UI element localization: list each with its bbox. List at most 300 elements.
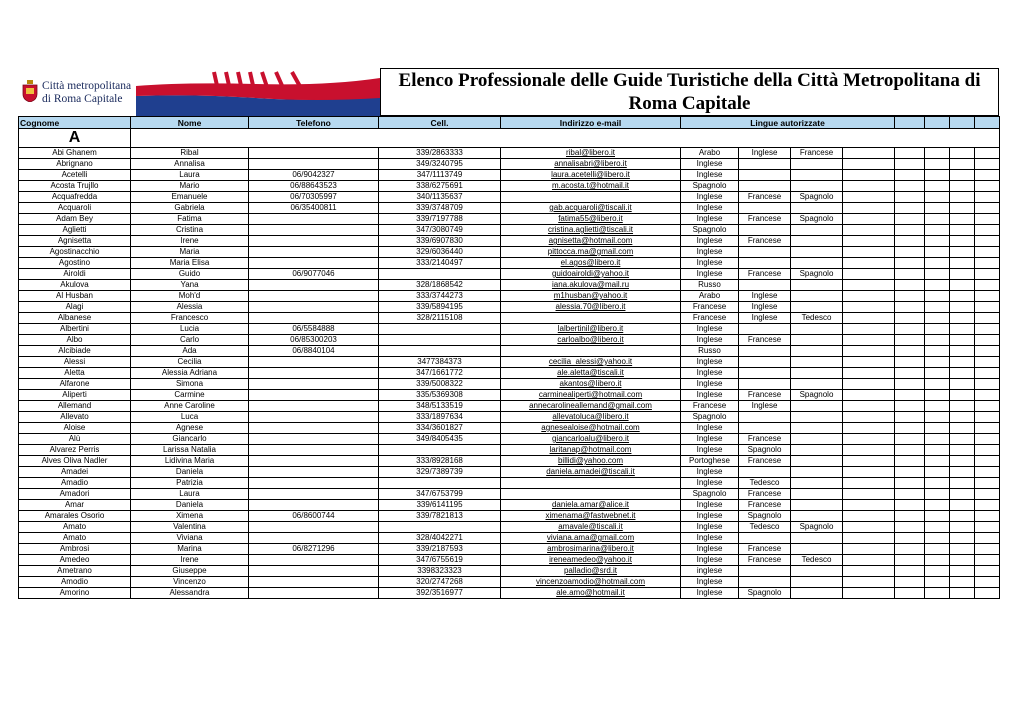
email-link[interactable]: annecarolineallemand@gmail.com xyxy=(501,401,681,412)
lingua-cell xyxy=(895,302,925,313)
lingua-cell xyxy=(895,379,925,390)
lingua-cell xyxy=(791,467,843,478)
email-link[interactable]: m.acosta.t@hotmail.it xyxy=(501,181,681,192)
cell-cell xyxy=(379,522,501,533)
lingua-cell xyxy=(739,566,791,577)
nome-cell: Alessia Adriana xyxy=(131,368,249,379)
lingua-cell xyxy=(791,588,843,599)
nome-cell: Vincenzo xyxy=(131,577,249,588)
lingua-cell xyxy=(925,423,950,434)
telefono-cell xyxy=(249,214,379,225)
lingua-cell: Tedesco xyxy=(739,522,791,533)
nome-cell: Francesco xyxy=(131,313,249,324)
cognome-cell: Acosta Trujllo xyxy=(19,181,131,192)
email-link[interactable]: lalbertinil@libero.it xyxy=(501,324,681,335)
lingua-cell xyxy=(975,566,1000,577)
lingua-cell xyxy=(739,159,791,170)
email-link xyxy=(501,346,681,357)
cell-cell: 338/6275691 xyxy=(379,181,501,192)
table-row xyxy=(19,445,1000,456)
table-row xyxy=(19,489,1000,500)
nome-cell: Emanuele xyxy=(131,192,249,203)
lingua-cell xyxy=(791,225,843,236)
email-link[interactable]: annalisabri@libero.it xyxy=(501,159,681,170)
table-row xyxy=(19,170,1000,181)
lingua-cell xyxy=(843,434,895,445)
lingua-cell xyxy=(975,225,1000,236)
cell-cell: 347/3080749 xyxy=(379,225,501,236)
lingua-cell xyxy=(950,588,975,599)
cognome-cell: Alessi xyxy=(19,357,131,368)
table-row xyxy=(19,181,1000,192)
lingua-cell xyxy=(925,291,950,302)
email-link[interactable]: ambrosimarina@libero.it xyxy=(501,544,681,555)
table-row xyxy=(19,269,1000,280)
cognome-cell: Amorino xyxy=(19,588,131,599)
lingua-cell xyxy=(791,346,843,357)
lingua-cell xyxy=(925,533,950,544)
lingua-cell: Inglese xyxy=(681,170,739,181)
lingua-cell: Francese xyxy=(739,434,791,445)
email-link[interactable]: cecilia_alessi@yahoo.it xyxy=(501,357,681,368)
lingua-cell: Inglese xyxy=(681,203,739,214)
cognome-cell: Acetelli xyxy=(19,170,131,181)
lingua-cell xyxy=(895,236,925,247)
email-link[interactable]: fatima55@libero.it xyxy=(501,214,681,225)
lingua-cell: Arabo xyxy=(681,148,739,159)
lingua-cell: Tedesco xyxy=(739,478,791,489)
lingua-cell: Francese xyxy=(681,313,739,324)
cell-cell: 348/5133519 xyxy=(379,401,501,412)
cognome-cell: Abrignano xyxy=(19,159,131,170)
lingua-cell: inglese xyxy=(681,566,739,577)
cell-cell: 349/3240795 xyxy=(379,159,501,170)
telefono-cell xyxy=(249,368,379,379)
lingua-cell xyxy=(895,324,925,335)
lingua-cell xyxy=(950,159,975,170)
lingua-cell xyxy=(791,445,843,456)
email-link[interactable]: pittocca.ma@gmail.com xyxy=(501,247,681,258)
lingua-cell xyxy=(895,401,925,412)
lingua-cell xyxy=(843,159,895,170)
email-link[interactable]: allevatoluca@libero.it xyxy=(501,412,681,423)
lingua-cell xyxy=(843,489,895,500)
nome-cell: Lucia xyxy=(131,324,249,335)
lingua-cell xyxy=(791,324,843,335)
cognome-cell: Alù xyxy=(19,434,131,445)
email-link[interactable]: cristina.aglietti@tiscali.it xyxy=(501,225,681,236)
cognome-cell: Allevato xyxy=(19,412,131,423)
cognome-cell: Allemand xyxy=(19,401,131,412)
telefono-cell xyxy=(249,500,379,511)
lingua-cell xyxy=(791,456,843,467)
lingua-cell xyxy=(950,357,975,368)
lingua-cell xyxy=(925,390,950,401)
lingua-cell xyxy=(895,478,925,489)
lingua-cell xyxy=(925,203,950,214)
cell-cell: 333/8928168 xyxy=(379,456,501,467)
lingua-cell: Inglese xyxy=(681,258,739,269)
lingua-cell xyxy=(950,467,975,478)
lingua-cell: Inglese xyxy=(681,192,739,203)
lingua-cell xyxy=(950,478,975,489)
lingua-cell xyxy=(950,258,975,269)
lingua-cell xyxy=(950,577,975,588)
lingua-cell xyxy=(895,423,925,434)
lingua-cell xyxy=(843,478,895,489)
lingua-cell xyxy=(925,148,950,159)
lingua-cell: Tedesco xyxy=(791,313,843,324)
lingua-cell xyxy=(791,566,843,577)
cognome-cell: Alvarez Perris xyxy=(19,445,131,456)
cell-cell xyxy=(379,335,501,346)
cell-cell: 3398323323 xyxy=(379,566,501,577)
lingua-cell xyxy=(843,335,895,346)
cognome-cell: Albanese xyxy=(19,313,131,324)
table-row xyxy=(19,588,1000,599)
nome-cell: Annalisa xyxy=(131,159,249,170)
nome-cell: Giancarlo xyxy=(131,434,249,445)
table-row xyxy=(19,280,1000,291)
table-row xyxy=(19,335,1000,346)
lingua-cell xyxy=(950,511,975,522)
lingua-cell xyxy=(843,313,895,324)
cell-cell: 339/6907830 xyxy=(379,236,501,247)
lingua-cell: Francese xyxy=(791,148,843,159)
lingua-cell xyxy=(843,533,895,544)
lingua-cell xyxy=(843,357,895,368)
lingua-cell: Inglese xyxy=(739,313,791,324)
lingua-cell xyxy=(925,302,950,313)
email-link[interactable]: ireneamedeo@yahoo.it xyxy=(501,555,681,566)
lingua-cell xyxy=(843,566,895,577)
lingua-cell xyxy=(843,412,895,423)
col-cognome: Cognome xyxy=(19,117,131,129)
table-row xyxy=(19,258,1000,269)
lingua-cell xyxy=(925,192,950,203)
lingua-cell xyxy=(895,445,925,456)
lingua-cell xyxy=(791,181,843,192)
table-row xyxy=(19,401,1000,412)
cell-cell xyxy=(379,478,501,489)
lingua-cell xyxy=(739,280,791,291)
lingua-cell xyxy=(791,335,843,346)
telefono-cell: 06/8600744 xyxy=(249,511,379,522)
lingua-cell xyxy=(975,588,1000,599)
telefono-cell xyxy=(249,390,379,401)
table-row xyxy=(19,423,1000,434)
cognome-cell: Agostinacchio xyxy=(19,247,131,258)
col-email: Indirizzo e-mail xyxy=(501,117,681,129)
lingua-cell xyxy=(791,247,843,258)
telefono-cell xyxy=(249,533,379,544)
nome-cell: Laura xyxy=(131,170,249,181)
lingua-cell xyxy=(791,544,843,555)
cognome-cell: Aletta xyxy=(19,368,131,379)
lingua-cell xyxy=(975,390,1000,401)
cell-cell: 335/5369308 xyxy=(379,390,501,401)
lingua-cell: Inglese xyxy=(739,401,791,412)
lingua-cell xyxy=(895,159,925,170)
lingua-cell xyxy=(975,181,1000,192)
table-row xyxy=(19,291,1000,302)
lingua-cell: Inglese xyxy=(681,390,739,401)
email-link[interactable]: ribal@libero.it xyxy=(501,148,681,159)
lingua-cell xyxy=(975,379,1000,390)
cell-cell: 329/6036440 xyxy=(379,247,501,258)
cognome-cell: Ambrosi xyxy=(19,544,131,555)
telefono-cell xyxy=(249,412,379,423)
lingua-cell xyxy=(791,170,843,181)
lingua-cell: Inglese xyxy=(681,247,739,258)
nome-cell: Valentina xyxy=(131,522,249,533)
lingua-cell: Inglese xyxy=(681,478,739,489)
lingua-cell xyxy=(843,456,895,467)
cell-cell: 347/1661772 xyxy=(379,368,501,379)
lingua-cell xyxy=(925,368,950,379)
cognome-cell: Albertini xyxy=(19,324,131,335)
lingua-cell: Russo xyxy=(681,280,739,291)
lingua-cell: Inglese xyxy=(681,500,739,511)
cell-cell: 347/1113749 xyxy=(379,170,501,181)
email-link[interactable]: billidi@yahoo.com xyxy=(501,456,681,467)
email-link[interactable]: viviana.ama@gmail.com xyxy=(501,533,681,544)
telefono-cell xyxy=(249,456,379,467)
telefono-cell xyxy=(249,423,379,434)
lingua-cell: Inglese xyxy=(681,577,739,588)
lingua-cell: Spagnolo xyxy=(739,445,791,456)
email-link[interactable]: agnesealoise@hotmail.com xyxy=(501,423,681,434)
table-row xyxy=(19,324,1000,335)
lingua-cell xyxy=(895,357,925,368)
cognome-cell: Abi Ghanem xyxy=(19,148,131,159)
email-link[interactable]: daniela.amadei@tiscali.it xyxy=(501,467,681,478)
telefono-cell: 06/88643523 xyxy=(249,181,379,192)
lingua-cell xyxy=(895,181,925,192)
table-row xyxy=(19,500,1000,511)
email-link[interactable]: iana.akulova@mail.ru xyxy=(501,280,681,291)
table-row xyxy=(19,544,1000,555)
lingua-cell xyxy=(843,170,895,181)
table-row xyxy=(19,577,1000,588)
cognome-cell: Amadio xyxy=(19,478,131,489)
col-nome: Nome xyxy=(131,117,249,129)
cell-cell: 329/7389739 xyxy=(379,467,501,478)
lingua-cell xyxy=(739,170,791,181)
nome-cell: Patrizia xyxy=(131,478,249,489)
lingua-cell xyxy=(925,445,950,456)
lingua-cell xyxy=(843,324,895,335)
lingua-cell xyxy=(739,533,791,544)
lingua-cell xyxy=(925,214,950,225)
lingua-cell xyxy=(975,412,1000,423)
email-link[interactable]: el.agos@libero.it xyxy=(501,258,681,269)
email-link[interactable]: ale.amo@hotmail.it xyxy=(501,588,681,599)
lingua-cell xyxy=(791,401,843,412)
table-row xyxy=(19,214,1000,225)
nome-cell: Fatima xyxy=(131,214,249,225)
cognome-cell: Akulova xyxy=(19,280,131,291)
cognome-cell: Amar xyxy=(19,500,131,511)
email-link[interactable]: carloalbo@libero.it xyxy=(501,335,681,346)
lingua-cell xyxy=(895,533,925,544)
lingua-cell xyxy=(739,467,791,478)
lingua-cell xyxy=(925,588,950,599)
lingua-cell xyxy=(950,148,975,159)
nome-cell: Marina xyxy=(131,544,249,555)
lingua-cell xyxy=(895,346,925,357)
lingua-cell xyxy=(975,522,1000,533)
table-row xyxy=(19,357,1000,368)
nome-cell: Guido xyxy=(131,269,249,280)
lingua-cell xyxy=(895,434,925,445)
lingua-cell xyxy=(739,203,791,214)
lingua-cell xyxy=(950,544,975,555)
nome-cell: Ada xyxy=(131,346,249,357)
lingua-cell xyxy=(791,357,843,368)
logo-text xyxy=(42,80,131,106)
cognome-cell: Aglietti xyxy=(19,225,131,236)
table-row xyxy=(19,533,1000,544)
cognome-cell: Amodio xyxy=(19,577,131,588)
telefono-cell xyxy=(249,478,379,489)
lingua-cell xyxy=(975,236,1000,247)
lingua-cell xyxy=(950,522,975,533)
lingua-cell xyxy=(975,324,1000,335)
cognome-cell: Agnisetta xyxy=(19,236,131,247)
lingua-cell: Spagnolo xyxy=(739,511,791,522)
cell-cell: 349/8405435 xyxy=(379,434,501,445)
lingua-cell xyxy=(739,247,791,258)
cognome-cell: Amato xyxy=(19,522,131,533)
lingua-cell xyxy=(975,203,1000,214)
lingua-cell xyxy=(843,577,895,588)
lingua-cell xyxy=(925,555,950,566)
email-link[interactable]: giancarloalu@libero.it xyxy=(501,434,681,445)
cell-cell: 339/7197788 xyxy=(379,214,501,225)
lingua-cell: Inglese xyxy=(739,302,791,313)
lingua-cell xyxy=(975,577,1000,588)
email-link[interactable]: laritanap@hotmail.com xyxy=(501,445,681,456)
lingua-cell xyxy=(843,544,895,555)
lingua-cell xyxy=(791,500,843,511)
telefono-cell xyxy=(249,291,379,302)
table-row xyxy=(19,302,1000,313)
lingua-cell xyxy=(975,401,1000,412)
lingua-cell xyxy=(895,148,925,159)
lingua-cell xyxy=(791,203,843,214)
nome-cell: Irene xyxy=(131,236,249,247)
nome-cell: Laura xyxy=(131,489,249,500)
email-link[interactable]: palladio@srd.it xyxy=(501,566,681,577)
lingua-cell xyxy=(925,434,950,445)
lingua-cell xyxy=(925,500,950,511)
email-link[interactable]: ximenama@fastwebnet.it xyxy=(501,511,681,522)
lingua-cell xyxy=(791,577,843,588)
lingua-cell xyxy=(950,489,975,500)
telefono-cell: 06/70305997 xyxy=(249,192,379,203)
table-row xyxy=(19,390,1000,401)
nome-cell: Maria Elisa xyxy=(131,258,249,269)
lingua-cell xyxy=(843,445,895,456)
lingua-cell: Inglese xyxy=(681,335,739,346)
email-link[interactable]: m1husban@yahoo.it xyxy=(501,291,681,302)
lingua-cell xyxy=(739,577,791,588)
email-link[interactable]: vincenzoamodio@hotmail.com xyxy=(501,577,681,588)
lingua-cell xyxy=(791,159,843,170)
telefono-cell xyxy=(249,522,379,533)
lingua-cell xyxy=(975,313,1000,324)
lingua-cell xyxy=(925,522,950,533)
lingua-cell xyxy=(895,555,925,566)
lingua-cell xyxy=(925,357,950,368)
email-link[interactable]: akantos@libero.it xyxy=(501,379,681,390)
nome-cell: Larissa Natalia xyxy=(131,445,249,456)
table-row xyxy=(19,225,1000,236)
lingua-cell xyxy=(895,489,925,500)
logo xyxy=(18,68,138,116)
lingua-cell xyxy=(925,566,950,577)
cognome-cell: Alagi xyxy=(19,302,131,313)
email-link[interactable]: guidoairoldi@yahoo.it xyxy=(501,269,681,280)
cell-cell: 347/6755619 xyxy=(379,555,501,566)
cell-cell: 340/1135637 xyxy=(379,192,501,203)
lingua-cell xyxy=(895,335,925,346)
cell-cell: 339/2863333 xyxy=(379,148,501,159)
lingua-cell: Inglese xyxy=(681,214,739,225)
telefono-cell xyxy=(249,357,379,368)
email-link[interactable]: ale.aletta@tiscali.it xyxy=(501,368,681,379)
lingua-cell xyxy=(925,269,950,280)
lingua-cell xyxy=(895,247,925,258)
nome-cell: Daniela xyxy=(131,500,249,511)
table-row xyxy=(19,434,1000,445)
nome-cell: Luca xyxy=(131,412,249,423)
email-link[interactable]: carminealiperti@hotmail.com xyxy=(501,390,681,401)
nome-cell: Lidivina Maria xyxy=(131,456,249,467)
lingua-cell xyxy=(925,225,950,236)
lingua-cell xyxy=(925,247,950,258)
lingua-cell xyxy=(950,346,975,357)
lingua-cell xyxy=(925,456,950,467)
cognome-cell: Acquaroli xyxy=(19,203,131,214)
email-link[interactable]: gab.acquaroli@tiscali.it xyxy=(501,203,681,214)
lingua-cell xyxy=(895,214,925,225)
lingua-cell: Spagnolo xyxy=(681,225,739,236)
lingua-cell xyxy=(950,214,975,225)
telefono-cell: 06/8840104 xyxy=(249,346,379,357)
lingua-cell xyxy=(895,511,925,522)
telefono-cell xyxy=(249,566,379,577)
telefono-cell xyxy=(249,236,379,247)
cell-cell: 339/5894195 xyxy=(379,302,501,313)
lingua-cell xyxy=(843,203,895,214)
lingua-cell xyxy=(791,478,843,489)
table-row xyxy=(19,456,1000,467)
cell-cell: 328/2115108 xyxy=(379,313,501,324)
email-link[interactable]: laura.acetelli@libero.it xyxy=(501,170,681,181)
email-link[interactable]: agnisetta@hotmail.com xyxy=(501,236,681,247)
lingua-cell xyxy=(925,412,950,423)
telefono-cell xyxy=(249,159,379,170)
cell-cell xyxy=(379,269,501,280)
lingua-cell xyxy=(843,225,895,236)
email-link[interactable]: amavale@tiscali.it xyxy=(501,522,681,533)
lingua-cell xyxy=(975,555,1000,566)
email-link[interactable]: alessia.70@libero.it xyxy=(501,302,681,313)
nome-cell: Giuseppe xyxy=(131,566,249,577)
email-link[interactable]: daniela.amar@alice.it xyxy=(501,500,681,511)
